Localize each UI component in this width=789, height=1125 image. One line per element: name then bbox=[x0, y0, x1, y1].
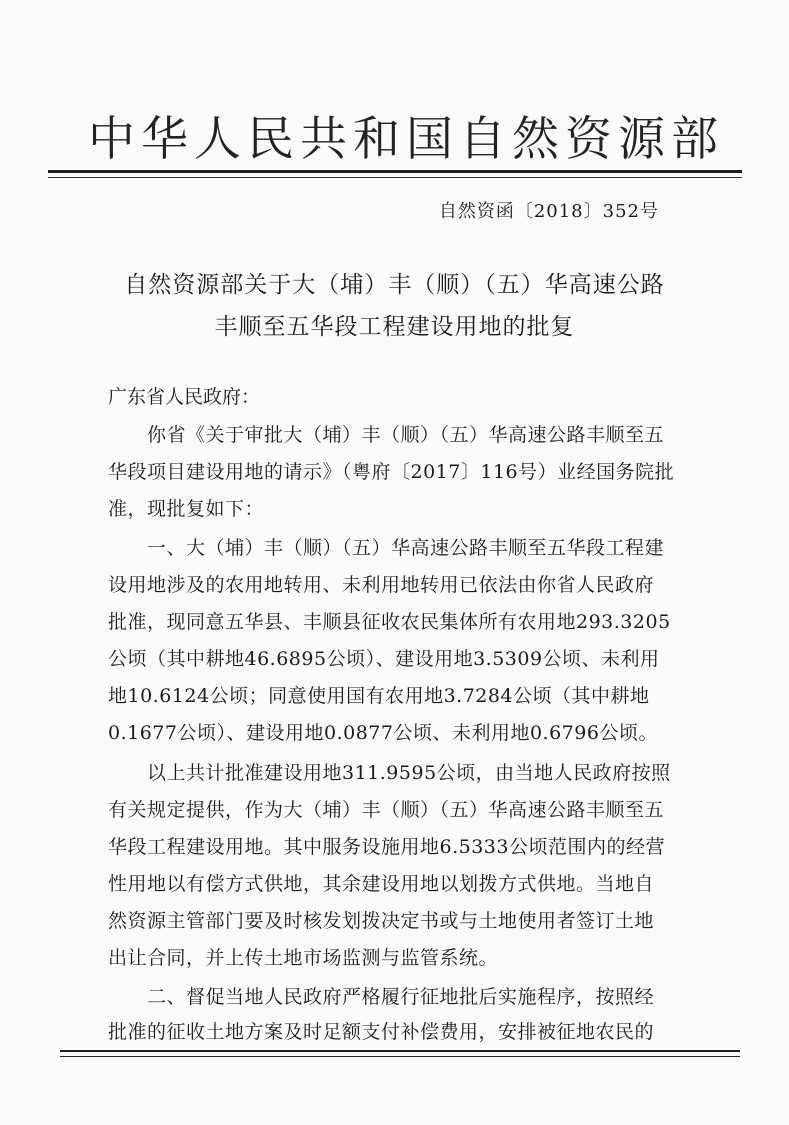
body-line: 然资源主管部门要及时核发划拨决定书或与土地使用者签订土地 bbox=[108, 910, 655, 932]
body-line: 华段项目建设用地的请示》（粤府〔2017〕116号）业经国务院批 bbox=[108, 461, 675, 483]
agency-masthead: 中华人民共和国自然资源部 bbox=[88, 112, 724, 167]
footer-rule bbox=[60, 1050, 740, 1052]
body-line: 公顷（其中耕地46.6895公顷）、建设用地3.5309公顷、未利用 bbox=[108, 648, 660, 670]
body-line: 你省《关于审批大（埔）丰（顺）（五）华高速公路丰顺至五 bbox=[108, 424, 665, 446]
body-line: 地10.6124公顷；同意使用国有农用地3.7284公顷（其中耕地 bbox=[108, 685, 650, 707]
body-line: 批准，现同意五华县、丰顺县征收农民集体所有农用地293.3205 bbox=[108, 611, 671, 633]
body-line: 性用地以有偿方式供地，其余建设用地以划拨方式供地。当地自 bbox=[108, 873, 655, 895]
masthead-rule-thin bbox=[48, 177, 742, 178]
body-line: 出让合同，并上传土地市场监测与监管系统。 bbox=[108, 947, 499, 969]
body-line: 0.1677公顷）、建设用地0.0877公顷、未利用地0.6796公顷。 bbox=[108, 722, 658, 744]
addressee: 广东省人民政府： bbox=[108, 386, 261, 408]
body-line: 一、大（埔）丰（顺）（五）华高速公路丰顺至五华段工程建 bbox=[108, 537, 665, 559]
masthead-rule-thick bbox=[48, 170, 742, 173]
body-line: 设用地涉及的农用地转用、未利用地转用已依法由你省人民政府 bbox=[108, 574, 655, 596]
document-title-line-2: 丰顺至五华段工程建设用地的批复 bbox=[214, 314, 575, 340]
body-line: 批准的征收土地方案及时足额支付补偿费用，安排被征地农民的 bbox=[108, 1021, 655, 1043]
body-line: 准，现批复如下： bbox=[108, 498, 265, 520]
body-line: 华段工程建设用地。其中服务设施用地6.5333公顷范围内的经营 bbox=[108, 836, 665, 858]
document-number: 自然资函〔2018〕352号 bbox=[438, 201, 659, 222]
body-line: 有关规定提供，作为大（埔）丰（顺）（五）华高速公路丰顺至五 bbox=[108, 799, 665, 821]
body-line: 以上共计批准建设用地311.9595公顷，由当地人民政府按照 bbox=[108, 762, 671, 784]
document-title-line-1: 自然资源部关于大（埔）丰（顺）（五）华高速公路 bbox=[124, 272, 665, 298]
body-line: 二、督促当地人民政府严格履行征地批后实施程序，按照经 bbox=[108, 986, 655, 1008]
footer-rule-thin bbox=[60, 1056, 740, 1057]
